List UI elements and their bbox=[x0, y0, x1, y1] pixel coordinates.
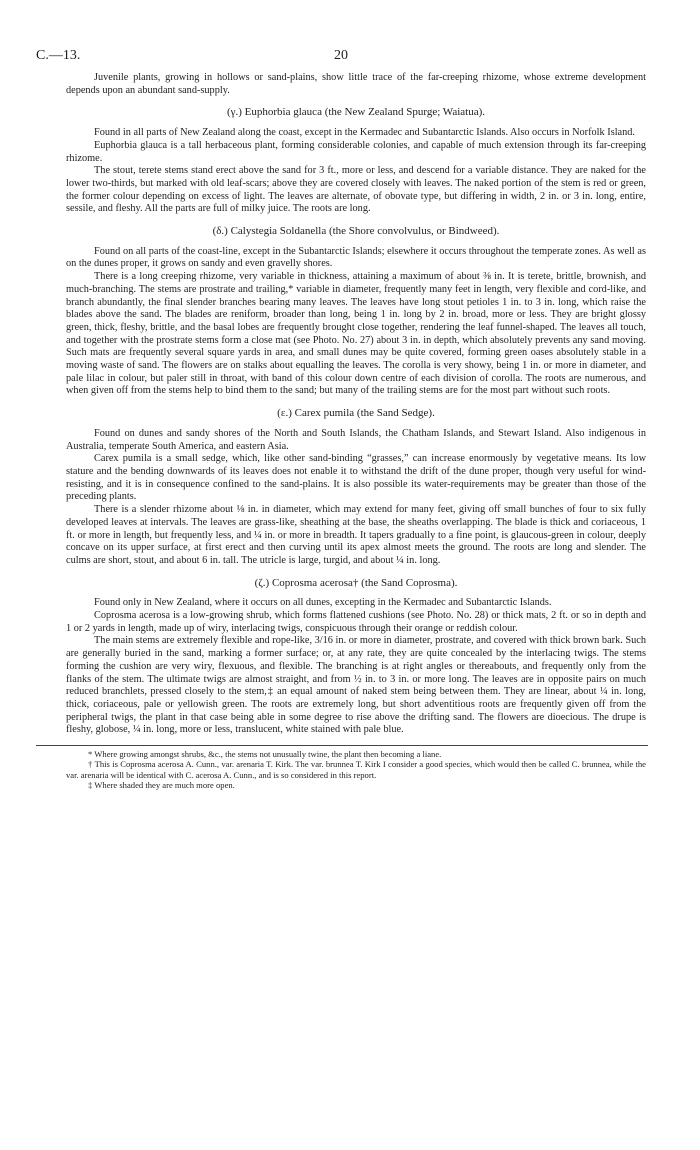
footnotes bbox=[66, 749, 646, 791]
footnote: * Where growing amongst shrubs, &c., the stems not unusually twine, the plant then becoming a liane. bbox=[88, 749, 442, 760]
section-heading-coprosma: (ζ.) Coprosma acerosa† (the Sand Coprosma). bbox=[254, 576, 458, 589]
paragraph: Found in all parts of New Zealand along the coast, except in the Kermadec and Subantarctic Islands. Also occurs in Norfolk Island. bbox=[94, 127, 636, 139]
footnote: † This is Coprosma acerosa A. Cunn., var. arenaria T. Kirk. The var. brunnea T. Kirk I consider a good species, which would then be called C. brunnea, while the var. arenaria will be identical with C. acerosa A. Cunn., and is so considered in this report. bbox=[66, 759, 646, 780]
paragraph: The main stems are extremely flexible and rope-like, 3/16 in. or more in diameter, prostrate, and covered with thick brown bark. Such are generally buried in the sand, marking a former surface; or, at any rate, they are quite concealed by the interlacing twigs. The stems forming the cushion are very wiry, flexuous, and flexible. The branching is at right angles or thereabouts, and frequently only from the flanks of the stem. The ultimate twigs are almost straight, and from ½ in. to 3 in. or more long. The leaves are in opposite pairs on much reduced branchlets, pressed closely to the stem,‡ an equal amount of naked stem being between them. They are linear, about ¼ in. long, thick, coriaceous, pale or yellowish green. The roots are extremely long, but short adventitious roots are frequently given off from the peripheral twigs, the plant in that case being able in some degree to rise above the drifting sand. The flowers are dioecious. The drupe is fleshy, globose, ¼ in. long, more or less, translucent, white stained with pale blue. bbox=[66, 635, 646, 736]
paragraph: Carex pumila is a small sedge, which, like other sand-binding “grasses,” can increase enormously by vegetative means. Its low stature and the bending downwards of its leaves does not enable it to withstand the drift of the dune proper, though very useful for wind-resisting, and it is in consequence confined to the sand-plains. It is also possible its water-requirements may be greater than those of the preceding plants. bbox=[66, 453, 646, 503]
footnote: ‡ Where shaded they are much more open. bbox=[88, 780, 235, 791]
page-number: 20 bbox=[334, 48, 348, 63]
paragraph: There is a slender rhizome about ⅛ in. in diameter, which may extend for many feet, giving off small bunches of four to six fully developed leaves at intervals. The leaves are grass-like, sheathing at the base, the sheaths overlapping. The blade is thick and coriaceous, 1 ft. or more in length, but frequently less, and ¼ in. or more in breadth. It tapers gradually to a fine point, is glaucous-green in colour, deeply concave on its upper surface, at first erect and then curving until its apex almost meets the ground. The roots are long and slender. The culms are short, stout, and about 6 in. tall. The utricle is large, turgid, and about ¼ in. long. bbox=[66, 504, 646, 566]
paragraph: Found on all parts of the coast-line, except in the Subantarctic Islands; elsewhere it occurs throughout the temperate zones. As well as on the dunes proper, it grows on sandy and even gravelly shores. bbox=[66, 245, 646, 270]
section-heading-calystegia: (δ.) Calystegia Soldanella (the Shore convolvulus, or Bindweed). bbox=[212, 225, 500, 238]
paragraph: Coprosma acerosa is a low-growing shrub, which forms flattened cushions (see Photo. No. 28) or thick mats, 2 ft. or so in depth and 1 or 2 yards in length, made up of wiry, interlacing twigs, conspicuous through their orange or reddish colour. bbox=[66, 610, 646, 634]
paragraph: There is a long creeping rhizome, very variable in thickness, attaining a maximum of about ⅜ in. It is terete, brittle, brownish, and much-branching. The stems are prostrate and trailing,* variable in diameter, frequently many feet in length, very flexible and cord-like, and branch abundantly, the final slender branches bearing many leaves. The leaves have long stout petioles 1 in. to 3 in. long, which raise the blades above the sand. The blades are reniform, broader than long, being 1 in. long by 2 in. broad, more or less. They are bright glossy green, thick, fleshy, brittle, and the basal lobes are frequently brought close together, rendering the leaf funnel-shaped. The leaves all touch, and together with the prostrate stems form a close mat (see Photo. No. 27) about 3 in. in depth, which absolutely prevents any sand moving. Such mats are frequently several square yards in area, and small dunes may be quite covered, forming green oases absolutely stable in a moving waste of sand. The flowers are on stalks about equalling the leaves. The corolla is very showy, being 1 in. or more in diameter, and pale lilac in colour, but paler still in throat, with band of this colour down centre of each division of corolla. The roots are numerous, and when given off from the stems help to bind them to the sand; but many of the trailing stems are for the most part without such roots. bbox=[66, 271, 646, 397]
page-header bbox=[36, 50, 646, 70]
footnote-divider bbox=[36, 745, 648, 746]
paragraph: The stout, terete stems stand erect above the sand for 3 ft., more or less, and descend for a variable distance. They are naked for the lower two-thirds, but marked with old leaf-scars; above they are covered closely with leaves. The naked portion of the stem is red or green, the former colour depending on excess of light. The leaves are alternate, of obovate type, but differing in width, 2 in. or 3 in. long, entire, sessile, and fleshy. All the parts are full of milky juice. The roots are long. bbox=[66, 165, 646, 215]
paragraph-intro: Juvenile plants, growing in hollows or sand-plains, show little trace of the far-creeping rhizome, whose extreme development depends upon an abundant sand-supply. bbox=[66, 72, 646, 96]
page-reference: C.—13. bbox=[36, 48, 81, 63]
paragraph: Found only in New Zealand, where it occurs on all dunes, excepting in the Kermadec and Subantarctic Islands. bbox=[94, 597, 552, 609]
section-heading-carex: (ε.) Carex pumila (the Sand Sedge). bbox=[277, 407, 435, 420]
paragraph: Found on dunes and sandy shores of the North and South Islands, the Chatham Islands, and Stewart Island. Also indigenous in Australia, temperate South America, and eastern Asia. bbox=[66, 427, 646, 452]
paragraph: Euphorbia glauca is a tall herbaceous plant, forming considerable colonies, and capable of much extension through its far-creeping rhizome. bbox=[66, 139, 646, 164]
section-heading-euphorbia: (γ.) Euphorbia glauca (the New Zealand Spurge; Waiatua). bbox=[226, 106, 485, 119]
document-body bbox=[66, 72, 646, 791]
